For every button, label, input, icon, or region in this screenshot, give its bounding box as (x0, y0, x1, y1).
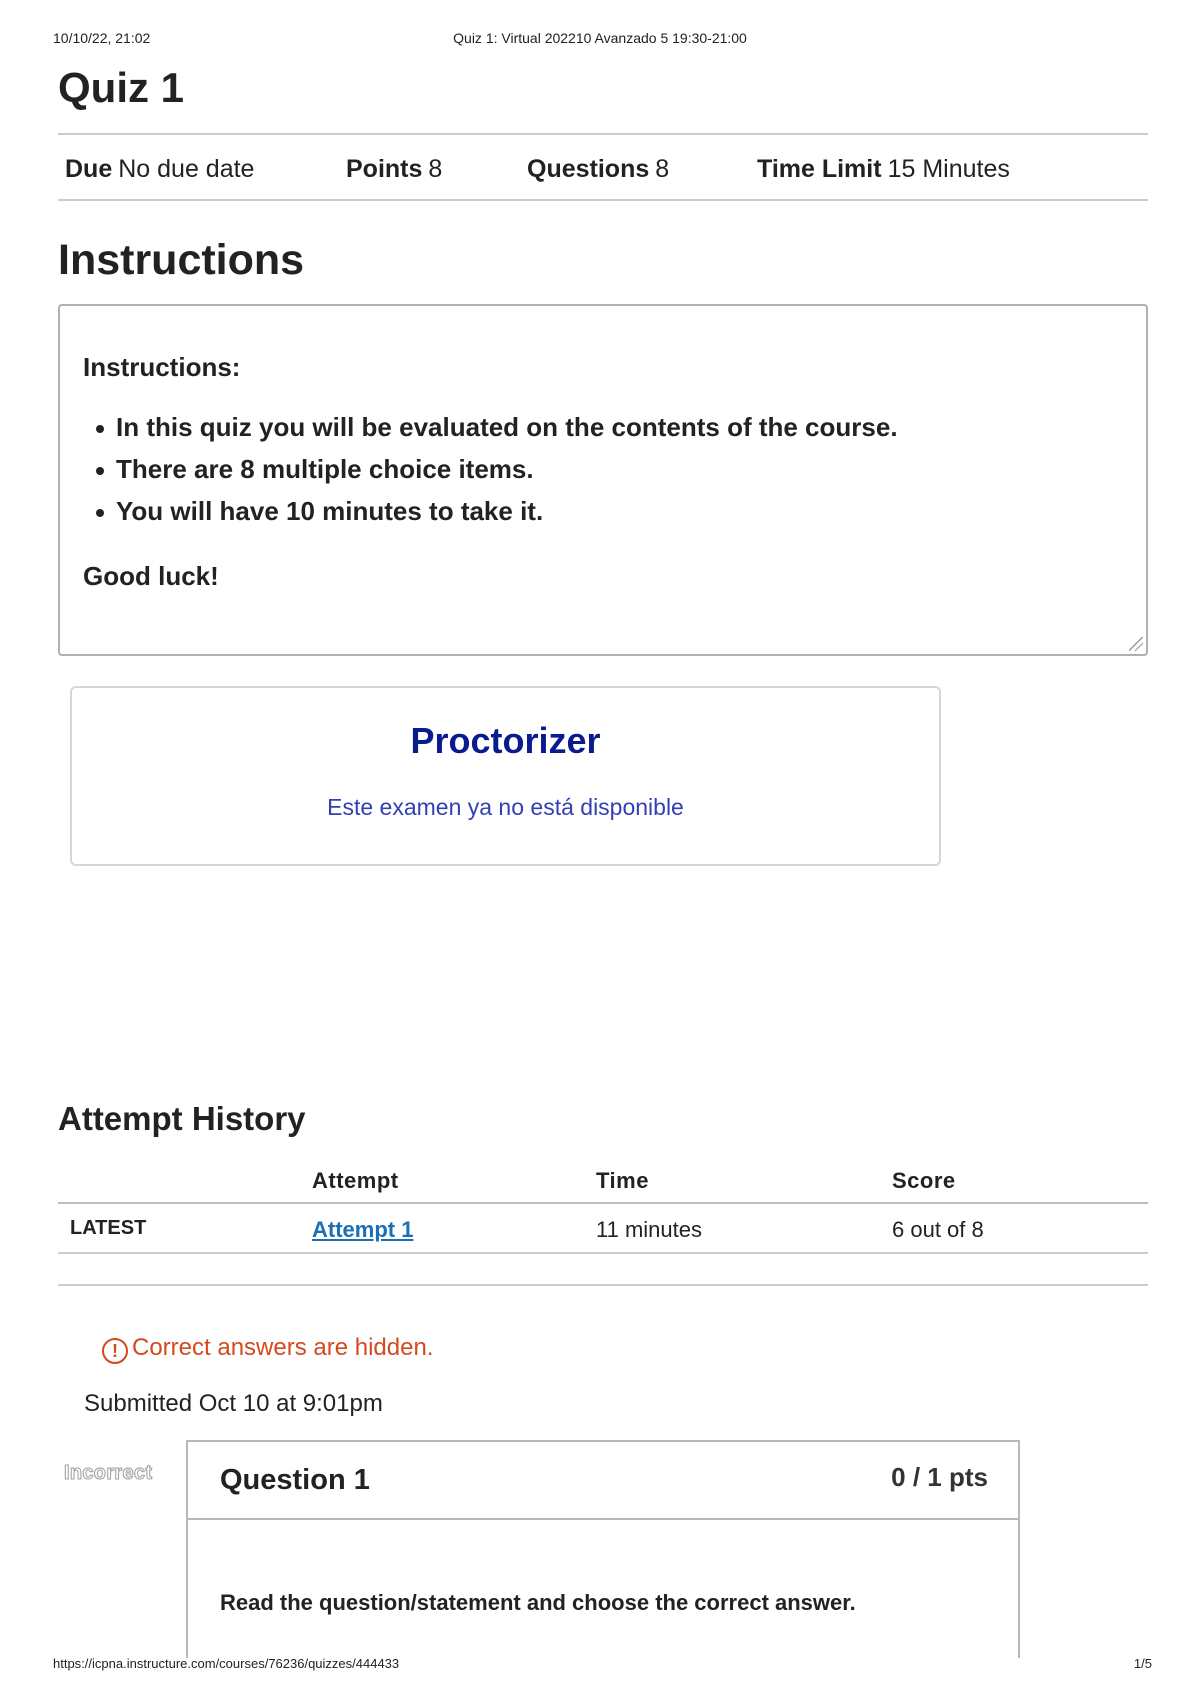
latest-tag: LATEST (70, 1217, 147, 1239)
answers-hidden-notice (102, 1334, 433, 1364)
time-limit-label: Time Limit (757, 155, 882, 183)
instructions-closing: Good luck! (83, 561, 219, 591)
question-header (188, 1442, 1018, 1520)
print-page-title: Quiz 1: Virtual 202210 Avanzado 5 19:30-21:00 (453, 30, 747, 46)
table-header (58, 1160, 1148, 1204)
instructions-heading: Instructions (58, 236, 305, 284)
question-points: 0 / 1 pts (891, 1462, 988, 1492)
page-url: https://icpna.instructure.com/courses/76236/quizzes/444433 (53, 1656, 400, 1671)
print-header (53, 30, 1147, 48)
due-value: No due date (118, 155, 255, 183)
question-prompt: Read the question/statement and choose the correct answer. (220, 1590, 856, 1615)
column-header-time: Time (596, 1168, 649, 1193)
print-footer (53, 1656, 1152, 1674)
quiz-details-bar (58, 133, 1148, 201)
column-header-score: Score (892, 1168, 956, 1193)
attempt-history-heading: Attempt History (58, 1100, 306, 1137)
proctorizer-message: Este examen ya no está disponible (327, 794, 684, 820)
column-header-attempt: Attempt (312, 1168, 399, 1193)
warning-icon: ! (102, 1338, 128, 1364)
questions-count (527, 155, 669, 184)
proctorizer-panel (70, 686, 941, 866)
print-datetime: 10/10/22, 21:02 (53, 30, 151, 46)
resize-handle-icon[interactable] (1129, 637, 1143, 651)
attempt-score: 6 out of 8 (892, 1217, 984, 1242)
instruction-item: You will have 10 minutes to take it. (116, 496, 898, 538)
questions-value: 8 (655, 155, 670, 183)
question-status-badge: Incorrect (64, 1462, 153, 1484)
time-limit (757, 155, 1010, 184)
divider (58, 1284, 1148, 1286)
attempt-link[interactable]: Attempt 1 (312, 1217, 414, 1242)
points-value: 8 (428, 155, 443, 183)
attempt-history-table (58, 1160, 1148, 1254)
table-row (58, 1204, 1148, 1254)
time-limit-value: 15 Minutes (887, 155, 1010, 183)
points (346, 155, 442, 184)
proctorizer-title: Proctorizer (410, 720, 601, 761)
points-label: Points (346, 155, 423, 183)
page-number: 1/5 (1133, 1656, 1152, 1671)
instructions-box[interactable] (58, 304, 1148, 656)
question-card (186, 1440, 1020, 1658)
instructions-list (116, 412, 898, 538)
question-title: Question 1 (220, 1464, 370, 1496)
submitted-timestamp: Submitted Oct 10 at 9:01pm (84, 1390, 383, 1417)
due-date (65, 155, 254, 184)
instruction-item: In this quiz you will be evaluated on the contents of the course. (116, 412, 898, 454)
instruction-item: There are 8 multiple choice items. (116, 454, 898, 496)
page-title: Quiz 1 (58, 64, 185, 111)
attempt-time: 11 minutes (596, 1217, 702, 1242)
notice-text: Correct answers are hidden. (132, 1334, 434, 1361)
questions-label: Questions (527, 155, 650, 183)
instructions-label: Instructions: (83, 352, 241, 382)
due-label: Due (65, 155, 113, 183)
